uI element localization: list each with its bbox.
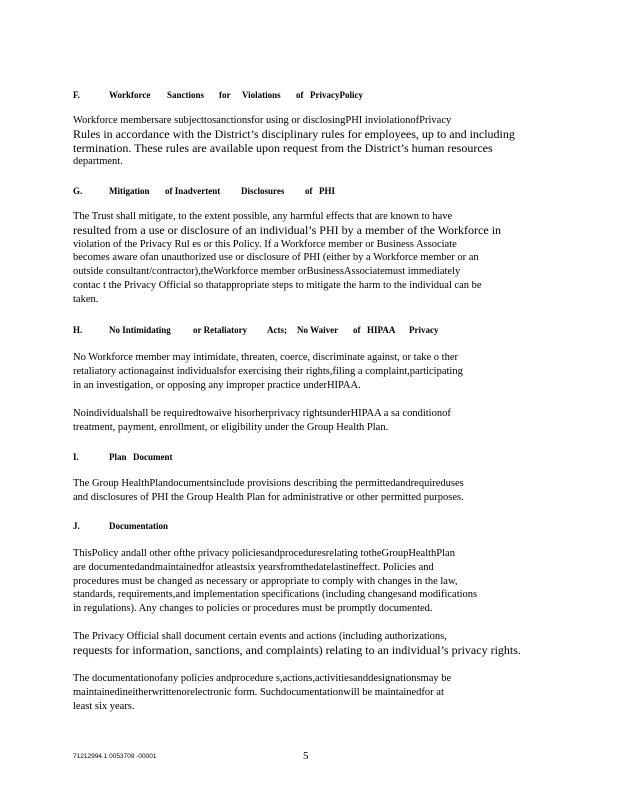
text-line: becomes aware ofan unauthorized use or disclosure of PHI (either by a Workforce member or an: [73, 252, 479, 264]
heading-word: PrivacyPolicy: [310, 90, 363, 100]
text-line: Workforce membersare subjecttosanctionsfor using or disclosingPHI inviolationofPrivacy: [73, 115, 452, 126]
heading-word: HIPAA: [367, 325, 396, 335]
heading-word: Plan: [109, 452, 127, 462]
text-line: Rules in accordance with the District’s disciplinary rules for employees, up to and including: [73, 127, 515, 141]
text-line: The documentationofany policies andprocedure s,actions,activitiesanddesignationsmay be: [73, 673, 452, 684]
text-line: least six years.: [73, 700, 135, 712]
document-id: 71212994.1 0053709 -00001: [73, 753, 157, 760]
text-line: termination. These rules are available upon request from the District’s human resources: [73, 141, 493, 155]
heading-word: Documentation: [109, 521, 168, 531]
text-line: The Privacy Official shall document certain events and actions (including authorizations,: [73, 631, 447, 642]
heading-word: Document: [133, 452, 173, 462]
section-h-paragraph-2: [73, 407, 543, 435]
heading-word: of: [353, 325, 361, 335]
text-line: in an investigation, or opposing any improper practice underHIPAA.: [73, 379, 361, 391]
text-line: outside consultant/contractor),theWorkforce member orBusinessAssociatemust immediately: [73, 266, 461, 278]
text-line: resulted from a use or disclosure of an individual’s PHI by a member of the Workforce in: [73, 223, 502, 237]
heading-word: PHI: [319, 186, 336, 196]
text-line: taken.: [73, 293, 99, 305]
text-line: Noindividualshall be requiredtowaive hisorherprivacy rightsunderHIPAA a sa conditionof: [73, 408, 451, 419]
text-line: treatment, payment, enrollment, or eligibility under the Group Health Plan.: [73, 421, 389, 433]
section-g-heading: [73, 186, 335, 196]
text-line: The Trust shall mitigate, to the extent possible, any harmful effects that are known to have: [73, 211, 453, 222]
text-line: standards, requirements,and implementation specifications (including changesand modifications: [73, 589, 478, 601]
section-letter: G.: [73, 186, 83, 196]
text-line: and disclosures of PHI the Group Health Plan for administrative or other permitted purposes.: [73, 491, 464, 503]
section-letter: J.: [73, 521, 80, 531]
section-letter: I.: [73, 452, 79, 462]
heading-word: No Waiver: [297, 325, 339, 335]
section-j-paragraph-1: [73, 547, 543, 616]
heading-word: Privacy: [409, 325, 439, 335]
text-line: The Group HealthPlandocumentsinclude provisions describing the permittedandrequireduses: [73, 478, 464, 489]
section-j-paragraph-2: [73, 630, 543, 658]
page-number: 5: [303, 750, 309, 762]
text-line: in regulations). Any changes to policies or procedures must be promptly documented.: [73, 603, 433, 615]
section-letter: H.: [73, 325, 83, 335]
heading-word: Disclosures: [241, 186, 285, 196]
section-h-paragraph-1: [73, 351, 543, 392]
text-line: department.: [73, 156, 123, 168]
heading-word: of: [305, 186, 313, 196]
section-i-paragraph: [73, 477, 543, 505]
section-f-heading: [73, 90, 363, 100]
text-line: are documentedandmaintainedfor atleastsix yearsfromthedatelastineffect. Policies and: [73, 561, 434, 573]
heading-word: Violations: [242, 90, 281, 100]
section-j-paragraph-3: [73, 672, 543, 713]
heading-word: Mitigation: [109, 186, 150, 196]
text-line: violation of the Privacy Rul es or this Policy. If a Workforce member or Business Associate: [73, 238, 457, 250]
heading-word: for: [219, 90, 231, 100]
text-line: contac t the Privacy Official so thatappropriate steps to mitigate the harm to the individual can be: [73, 279, 482, 291]
section-g-paragraph: [73, 210, 543, 307]
text-line: procedures must be changed as necessary or appropriate to comply with changes in the law,: [73, 575, 458, 587]
section-i-heading: [73, 452, 173, 462]
section-letter: F.: [73, 90, 80, 100]
heading-word: or Retaliatory: [193, 325, 248, 335]
text-line: No Workforce member may intimidate, threaten, coerce, discriminate against, or take o ther: [73, 352, 458, 363]
section-j-heading: [73, 521, 168, 531]
section-h-heading: [73, 325, 439, 335]
text-line: requests for information, sanctions, and complaints) relating to an individual’s privacy rights.: [73, 643, 521, 657]
heading-word: of Inadvertent: [165, 186, 221, 196]
heading-word: Workforce: [109, 90, 151, 100]
section-f-paragraph: [73, 114, 543, 169]
text-line: maintainedineitherwrittenorelectronic form. Suchdocumentationwill be maintainedfor at: [73, 686, 444, 698]
heading-word: No Intimidating: [109, 325, 171, 335]
heading-word: Sanctions: [167, 90, 205, 100]
text-line: retaliatory actionagainst individualsfor exercising their rights,filing a complaint,participating: [73, 365, 463, 377]
heading-word: Acts;: [267, 325, 287, 335]
text-line: ThisPolicy andall other ofthe privacy policiesandproceduresrelating totheGroupHealthPlan: [73, 548, 455, 559]
heading-word: of: [296, 90, 304, 100]
